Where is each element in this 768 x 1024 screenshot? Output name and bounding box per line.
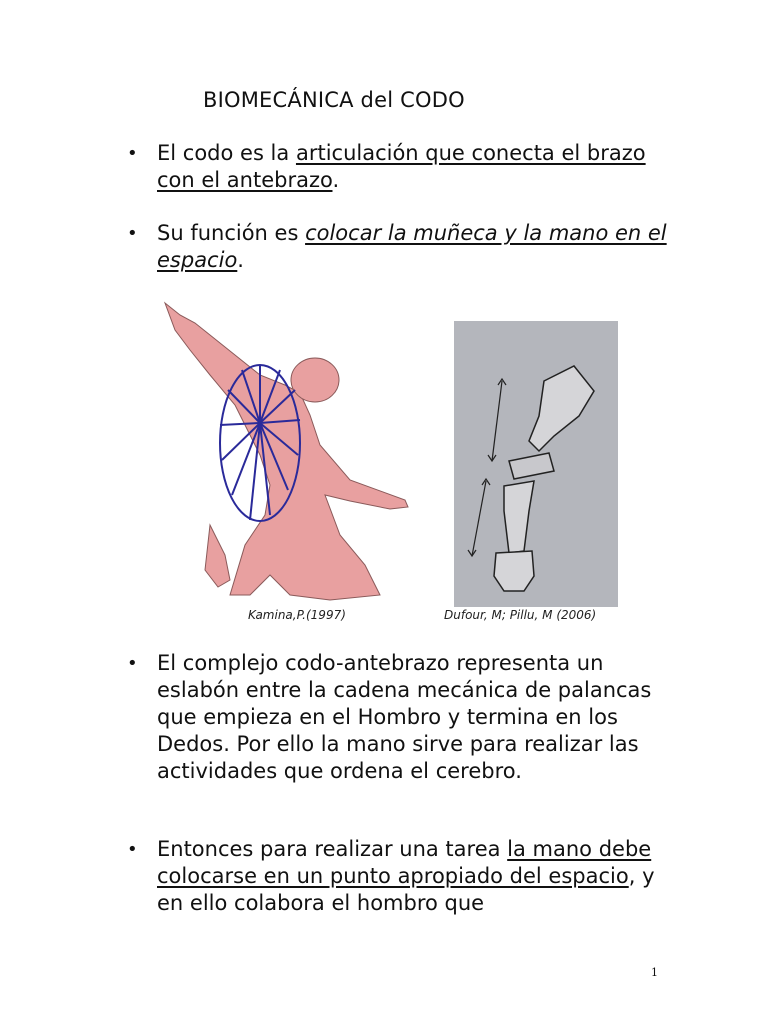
bullet-text: El complejo codo-antebrazo representa un eslabón entre la cadena mecánica de palancas que empieza en el Hombro y termina en los Dedos. Por ello la mano sirve para realizar las actividades que ordena el cerebro.	[157, 651, 652, 783]
bullet-dot: •	[127, 839, 138, 860]
page-title: BIOMECÁNICA del CODO	[203, 88, 465, 112]
figure-caption-left: Kamina,P.(1997)	[248, 608, 346, 622]
figure-caption-right: Dufour, M; Pillu, M (2006)	[444, 608, 597, 622]
bullet-dot: •	[127, 653, 138, 674]
mechanical-arm-illustration	[454, 321, 618, 607]
bullet-item	[127, 836, 687, 917]
bullet-item	[127, 140, 687, 194]
bullet-dot: •	[127, 143, 138, 164]
body-circumduction-illustration	[150, 295, 430, 605]
bullet-text: Entonces para realizar una tarea la mano debe colocarse en un punto apropiado del espacio, y en ello colabora el hombro que	[157, 837, 655, 915]
bullet-item	[127, 220, 687, 274]
bullet-text: Su función es colocar la muñeca y la mano en el espacio.	[157, 221, 667, 272]
bullet-item	[127, 650, 687, 785]
bullet-dot: •	[127, 223, 138, 244]
bullet-text: El codo es la articulación que conecta el brazo con el antebrazo.	[157, 141, 646, 192]
page-number: 1	[651, 966, 658, 979]
